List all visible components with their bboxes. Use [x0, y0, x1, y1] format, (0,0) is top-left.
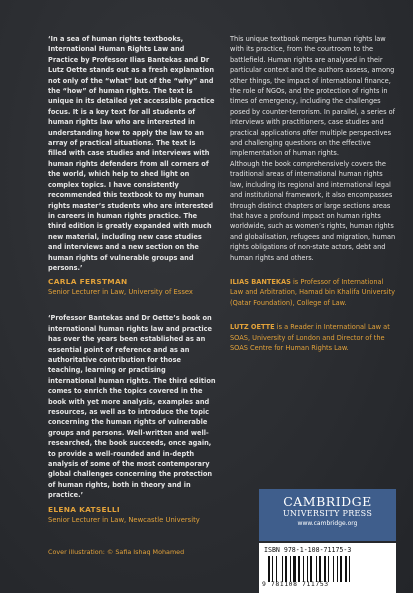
barcode-digits: 9 781108 711753: [262, 580, 329, 588]
endorser-title-1: Senior Lecturer in Law, University of Essex: [48, 288, 193, 297]
endorser-title-2: Senior Lecturer in Law, Newcastle University: [48, 515, 200, 524]
isbn-label: ISBN 978-1-108-71175-3: [264, 546, 352, 554]
barcode-bar: [319, 556, 321, 582]
author-bio-text-1: is Professor of International Law and Arbitration, Hamad bin Khalifa University (Qatar Foundation), College of Law.: [230, 277, 396, 307]
description-paragraph-2: Although the book comprehensively covers the traditional areas of international human rights law, including its regional and international legal and institutional framework, it also encompasses through distinct chapters or large sections areas that have a profound impact on human rights worldwide, such as women’s rights, human rights and globalisation, refugees and migration, human rights obligations of non-state actors, debt and human rights and others.: [230, 159, 396, 262]
publisher-subtitle: UNIVERSITY PRESS: [282, 509, 373, 518]
barcode-bar: [324, 556, 326, 582]
publisher-url: www.cambridge.org: [297, 520, 358, 527]
barcode-bar: [316, 556, 317, 582]
barcode-bar: [285, 556, 287, 582]
author-bio-text-2: is a Reader in International Law at SOAS, University of London and Director of the SOAS Centre for Human Rights Law.: [230, 323, 390, 352]
barcode-bar: [303, 556, 304, 582]
barcode-bar: [272, 556, 273, 582]
endorsements-column: [48, 34, 216, 525]
author-bio-1: [230, 277, 398, 308]
description-column: [230, 34, 398, 353]
barcode-bar: [328, 556, 329, 582]
barcode-bar: [290, 556, 291, 582]
barcode-bar: [345, 556, 347, 582]
endorsement-quote-2: ‘Professor Bantekas and Dr Oette’s book on international human rights law and practice has over the years been established as an essential point of reference and as an authoritative contribution for those teaching, learning or practising international human rights. The third edition comes to enrich the topics covered in the book with yet more analysis, examples and resources, as well as to introduce the topic concerning the human rights of vulnerable groups and persons. Well-written and well-researched, the book succeeds, once again, to provide a well-rounded and in-depth analysis of some of the most contemporary global challenges concerning the protection of human rights, both in theory and in practice.’: [48, 314, 216, 500]
author-bio-2: [230, 322, 398, 353]
endorser-name-1: CARLA FERSTMAN: [48, 277, 128, 287]
barcode-bar: [293, 556, 296, 582]
barcode-bar: [337, 556, 338, 582]
barcode-bar: [282, 556, 283, 582]
publisher-name: CAMBRIDGE: [283, 494, 372, 509]
barcode-bars: [268, 556, 364, 582]
barcode-bar: [276, 556, 277, 582]
publisher-logo: [259, 489, 396, 541]
endorser-name-2: ELENA KATSELLI: [48, 504, 120, 514]
barcode-bar: [298, 556, 300, 582]
barcode-bar: [340, 556, 342, 582]
description-paragraph-1: This unique textbook merges human rights law with its practice, from the courtroom to the battlefield. Human rights are analysed in their particular context and the authors assess, among other things, the impact of international finance, the role of NGOs, and the protection of rights in times of emergency, including the challenges posed by counter-terrorism. In parallel, a series of interviews with practitioners, case studies and practical applications offer multiple perspectives and challenging questions on the effective implementation of human rights.: [230, 35, 395, 158]
barcode-bar: [307, 556, 308, 582]
author-name-2: LUTZ OETTE: [230, 323, 275, 332]
endorsement-quote-1: ‘In a sea of human rights textbooks, International Human Rights Law and Practice by Professor Ilias Bantekas and Dr Lutz Oette stands out as a fresh explanation not only of the “what” but of the “why” and the “how” of human rights. The text is unique in its detailed yet accessible practice focus. It is a key text for all students of human rights law who are interested in understanding how to apply the law to an array of practical situations. The text is filled with case studies and interviews with human rights defenders from all corners of the world, which help to shed light on complex topics. I have consistently recommended this textbook to my human rights master’s students who are interested in careers in human rights practice. The third edition is greatly expanded with much new material, including new case studies and interviews and a new section on the human rights of vulnerable groups and persons.’: [48, 35, 215, 272]
barcode-bar: [268, 556, 270, 582]
barcode-bar: [310, 556, 312, 582]
cover-credit: Cover illustration: © Safia Ishaq Mohamed: [48, 548, 185, 556]
author-name-1: ILIAS BANTEKAS: [230, 277, 291, 286]
barcode-bar: [349, 556, 350, 582]
barcode-bar: [333, 556, 334, 582]
